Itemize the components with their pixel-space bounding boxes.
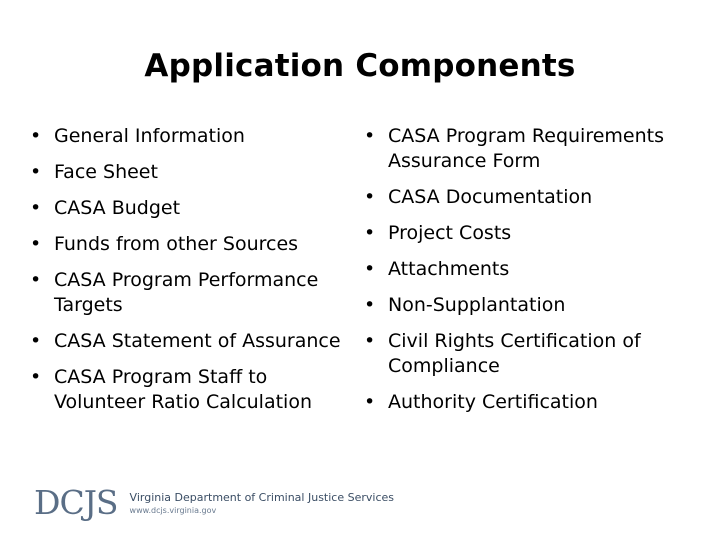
list-item (30, 232, 360, 257)
list-item-text: Funds from other Sources (54, 233, 299, 255)
list-item (30, 160, 360, 185)
list-item (30, 196, 360, 221)
right-bullet-list (364, 124, 704, 426)
bullet-icon: • (30, 125, 42, 147)
logo-text (130, 491, 394, 516)
list-item (30, 329, 360, 354)
list-item (364, 390, 704, 415)
list-item (364, 293, 704, 318)
list-item-text: CASA Program Performance Targets (54, 269, 319, 316)
list-item-text: Civil Rights Certification of Compliance (388, 330, 641, 377)
list-item-text: Project Costs (388, 222, 512, 244)
list-item-text: Authority Certification (388, 391, 598, 413)
bullet-icon: • (364, 330, 376, 352)
bullet-icon: • (364, 186, 376, 208)
list-item (364, 124, 704, 174)
list-item (30, 268, 360, 318)
list-item-text: Attachments (388, 258, 510, 280)
bullet-icon: • (364, 125, 376, 147)
left-bullet-list (30, 124, 360, 426)
bullet-icon: • (364, 258, 376, 280)
list-item-text: CASA Program Requirements Assurance Form (388, 125, 665, 172)
list-item (364, 257, 704, 282)
list-item-text: Non-Supplantation (388, 294, 566, 316)
bullet-icon: • (364, 391, 376, 413)
list-item (30, 365, 360, 415)
bullet-icon: • (30, 269, 42, 291)
bullet-icon: • (30, 161, 42, 183)
logo-url: www.dcjs.virginia.gov (129, 505, 217, 515)
logo-mark: DCJS (34, 483, 118, 522)
bullet-icon: • (30, 233, 42, 255)
bullet-icon: • (364, 222, 376, 244)
list-item (364, 221, 704, 246)
bullet-icon: • (364, 294, 376, 316)
bullet-icon: • (30, 330, 42, 352)
list-item (364, 185, 704, 210)
list-item-text: CASA Budget (54, 197, 181, 219)
list-item-text: Face Sheet (54, 161, 158, 183)
list-item-text: CASA Program Staff to Volunteer Ratio Calculation (54, 366, 313, 413)
bullet-icon: • (30, 197, 42, 219)
logo-org-name: Virginia Department of Criminal Justice Services (129, 490, 394, 504)
list-item-text: CASA Documentation (388, 186, 593, 208)
slide-title: Application Components (144, 48, 576, 84)
list-item (30, 124, 360, 149)
bullet-icon: • (30, 366, 42, 388)
list-item-text: General Information (54, 125, 245, 147)
list-item (364, 329, 704, 379)
dcjs-logo (34, 483, 394, 522)
list-item-text: CASA Statement of Assurance (54, 330, 341, 352)
